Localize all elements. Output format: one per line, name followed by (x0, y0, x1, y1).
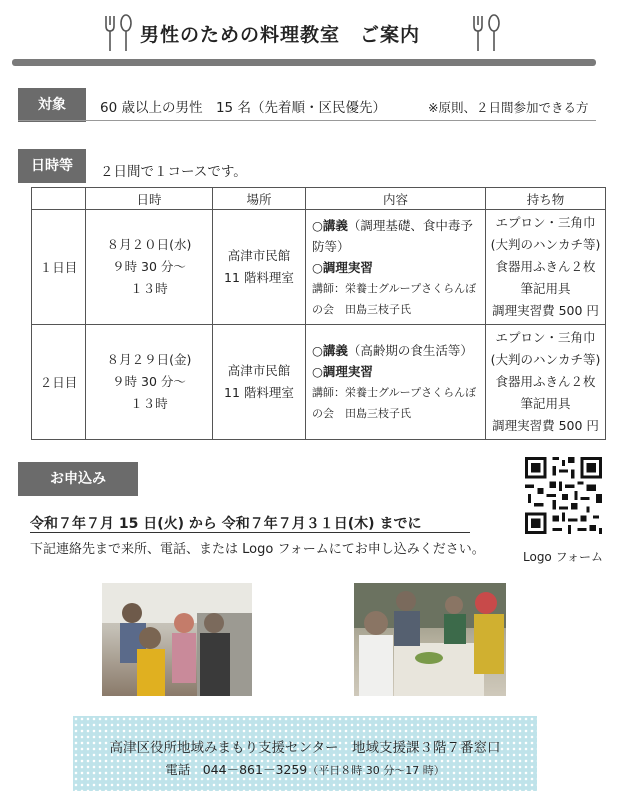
place-line: 11 階料理室 (224, 270, 294, 285)
table-header-cell: 内容 (306, 188, 486, 210)
target-tag: 対象 (18, 88, 86, 122)
items-cell (486, 325, 606, 440)
date-line: ９時 30 分～ (112, 374, 186, 389)
instructor-text: 講師：栄養士グループさくらんぼの会 田島三枝子氏 (312, 386, 477, 420)
table-row (32, 325, 606, 440)
lecture-detail: （高齢期の食生活等） (347, 343, 473, 358)
contact-box (73, 716, 537, 791)
table-header-cell (32, 188, 86, 210)
items-cell (486, 210, 606, 325)
deadline-text: 令和７年７月 15 日(火) から 令和７年７月３１日(木) までに (30, 516, 422, 532)
target-text: 60 歳以上の男性 15 名（先着順・区民優先） (100, 100, 386, 116)
deadline-underline (30, 532, 470, 533)
schedule-table (31, 187, 606, 440)
date-line: １３時 (130, 281, 168, 296)
table-header-cell: 日時 (86, 188, 213, 210)
contact-phone-line (73, 760, 537, 778)
date-line: ８月２９日(金) (106, 352, 192, 367)
qr-code[interactable] (525, 457, 602, 534)
item-line: 食器用ふきん２枚 (495, 259, 596, 274)
place-line: 高津市民館 (227, 363, 291, 378)
cooking-class-photo (354, 583, 506, 696)
item-line: エプロン・三角巾 (495, 330, 596, 345)
item-line: (大判のハンカチ等) (490, 237, 601, 252)
content-cell (306, 210, 486, 325)
target-divider (18, 120, 596, 121)
content-cell (306, 325, 486, 440)
table-header-cell: 場所 (213, 188, 306, 210)
date-text: ２日間で１コースです。 (100, 164, 247, 180)
table-header-row (32, 188, 606, 210)
apply-tag: お申込み (18, 462, 138, 496)
apply-text: 下記連絡先まで来所、電話、または Logo フォームにてお申し込みください。 (30, 542, 485, 557)
item-line: 食器用ふきん２枚 (495, 374, 596, 389)
day-cell: ２日目 (32, 325, 86, 440)
qr-label: Logo フォーム (523, 550, 603, 564)
page-title: 男性のための料理教室 ご案内 (140, 24, 421, 46)
lecture-detail: （調理基礎、食中毒予防等） (312, 217, 473, 254)
header-divider (12, 59, 596, 66)
item-line: 筆記用具 (520, 281, 571, 296)
item-line: 筆記用具 (520, 396, 571, 411)
item-line: (大判のハンカチ等) (490, 352, 601, 367)
lecture-label: ○講義 (312, 217, 348, 233)
place-line: 11 階料理室 (224, 385, 294, 400)
practice-label: ○調理実習 (312, 259, 373, 275)
item-line: エプロン・三角巾 (495, 215, 596, 230)
item-line: 調理実習費 500 円 (492, 303, 599, 318)
fork-spoon-icon (470, 14, 504, 54)
date-line: ８月２０日(水) (106, 237, 192, 252)
page-header (0, 12, 620, 56)
item-line: 調理実習費 500 円 (492, 418, 599, 433)
target-note: ※原則、２日間参加できる方 (428, 100, 589, 115)
date-cell (86, 325, 213, 440)
date-cell (86, 210, 213, 325)
fork-spoon-icon (102, 14, 136, 54)
cooking-class-photo (102, 583, 252, 696)
table-row (32, 210, 606, 325)
practice-label: ○調理実習 (312, 364, 373, 379)
contact-hours: （平日８時 30 分～17 時） (307, 764, 445, 777)
lecture-label: ○講義 (312, 343, 348, 358)
place-cell (213, 325, 306, 440)
place-cell (213, 210, 306, 325)
contact-office: 高津区役所地域みまもり支援センター 地域支援課３階７番窓口 (109, 740, 501, 756)
instructor-text: 講師：栄養士グループさくらんぼの会 田島三枝子氏 (312, 281, 477, 316)
date-tag: 日時等 (18, 149, 86, 183)
table-header-cell: 持ち物 (486, 188, 606, 210)
date-line: ９時 30 分～ (112, 259, 186, 274)
place-line: 高津市民館 (227, 248, 291, 263)
contact-phone[interactable]: 電話 044－861－3259 (165, 762, 308, 777)
date-line: １３時 (130, 396, 168, 411)
day-cell: １日目 (32, 210, 86, 325)
